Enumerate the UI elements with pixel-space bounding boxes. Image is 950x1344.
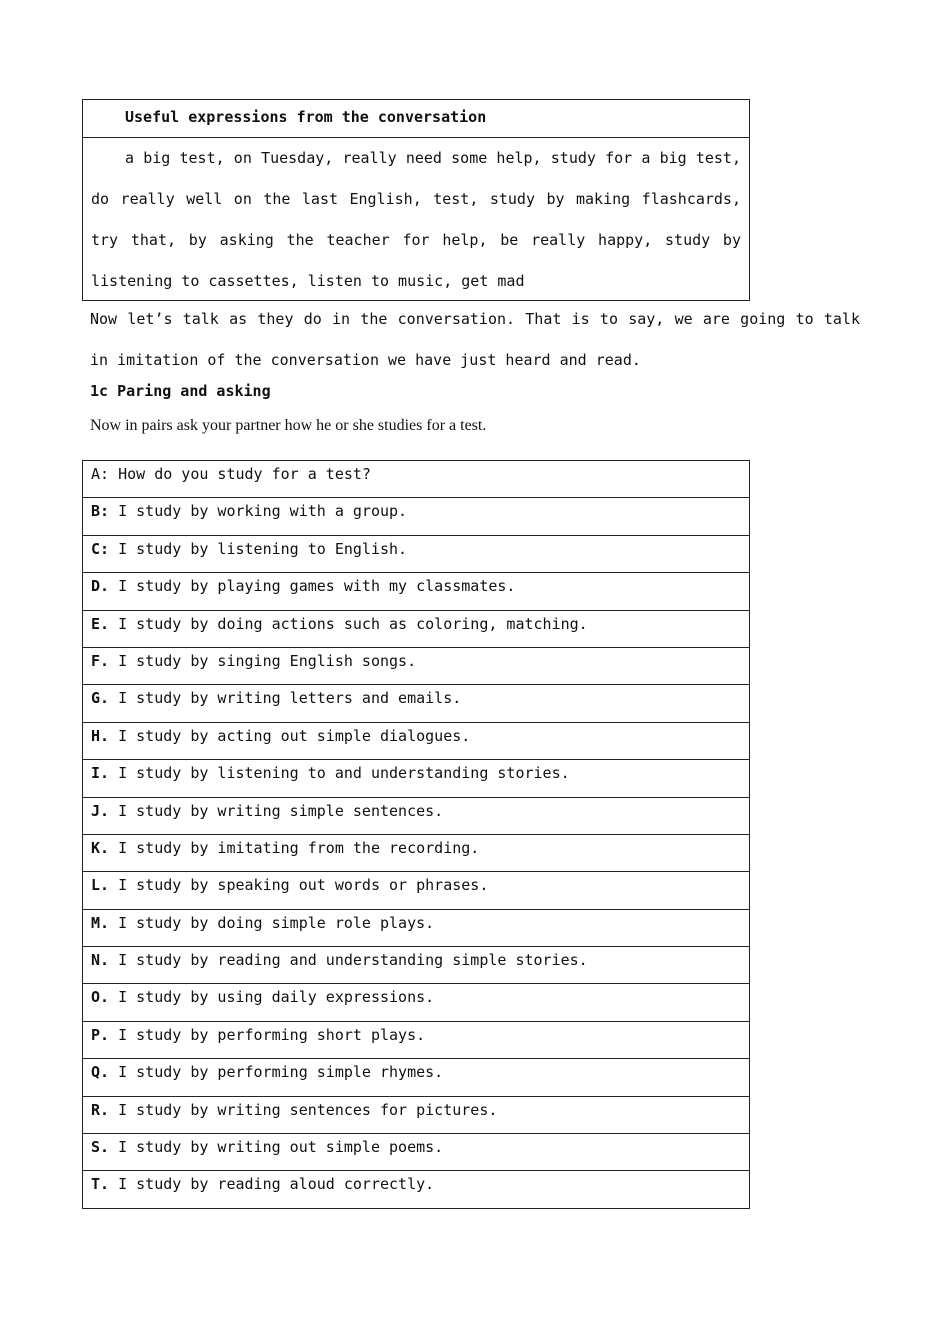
- table-row: [83, 722, 750, 759]
- row-letter: F.: [91, 651, 110, 670]
- row-letter: R.: [91, 1100, 110, 1119]
- row-letter: G.: [91, 689, 110, 708]
- row-letter: P.: [91, 1025, 110, 1044]
- row-letter: E.: [91, 614, 110, 633]
- table-row: [83, 461, 750, 498]
- table-row: [83, 909, 750, 946]
- row-text: I study by performing simple rhymes.: [118, 1063, 444, 1082]
- row-text: I study by listening to English.: [118, 539, 408, 558]
- row-letter: O.: [91, 988, 110, 1007]
- row-text: I study by singing English songs.: [118, 651, 417, 670]
- table-row: [83, 1171, 750, 1208]
- row-text: I study by reading and understanding simple stories.: [118, 951, 588, 970]
- intro-paragraph: Now let’s talk as they do in the conversation. That is to say, we are going to talk in imitation of the conversation we have just heard and read.: [90, 310, 860, 369]
- row-text: I study by doing actions such as coloring, matching.: [118, 614, 588, 633]
- dialogue-table: [82, 460, 750, 1209]
- useful-expressions-text: a big test, on Tuesday, really need some help, study for a big test, do really well on the last English, test, study by making flashcards, try that, by asking the teacher for help, be really happy, study by listening to cassettes, listen to music, get mad: [91, 149, 741, 290]
- table-row: [83, 760, 750, 797]
- row-letter: L.: [91, 876, 110, 895]
- row-text: I study by working with a group.: [118, 502, 408, 521]
- table-row: [83, 1021, 750, 1058]
- row-text: I study by doing simple role plays.: [118, 913, 435, 932]
- section-heading: 1c Paring and asking: [90, 382, 271, 400]
- row-text: I study by writing out simple poems.: [118, 1138, 444, 1157]
- table-row: [83, 685, 750, 722]
- table-row: [83, 610, 750, 647]
- useful-expressions-heading: Useful expressions from the conversation: [83, 100, 749, 138]
- table-row: [83, 573, 750, 610]
- section-instruction: Now in pairs ask your partner how he or she studies for a test.: [90, 417, 487, 434]
- row-text: I study by writing simple sentences.: [118, 801, 444, 820]
- row-letter: A:: [91, 465, 110, 483]
- row-letter: H.: [91, 726, 110, 745]
- table-row: [83, 1134, 750, 1171]
- row-text: I study by writing sentences for pictures.: [118, 1100, 498, 1119]
- row-text: I study by playing games with my classmates.: [118, 577, 516, 596]
- row-text: I study by listening to and understanding stories.: [118, 764, 570, 783]
- table-row: [83, 498, 750, 535]
- row-letter: M.: [91, 913, 110, 932]
- table-row: [83, 834, 750, 871]
- row-letter: S.: [91, 1138, 110, 1157]
- row-text: I study by reading aloud correctly.: [118, 1175, 435, 1194]
- table-row: [83, 1096, 750, 1133]
- row-text: I study by using daily expressions.: [118, 988, 435, 1007]
- row-letter: T.: [91, 1175, 110, 1194]
- row-letter: J.: [91, 801, 110, 820]
- row-text: I study by writing letters and emails.: [118, 689, 462, 708]
- row-letter: D.: [91, 577, 110, 596]
- table-row: [83, 984, 750, 1021]
- row-text: I study by performing short plays.: [118, 1025, 426, 1044]
- row-letter: B:: [91, 502, 110, 521]
- table-row: [83, 872, 750, 909]
- row-text: I study by imitating from the recording.: [118, 838, 480, 857]
- row-text: How do you study for a test?: [118, 465, 371, 483]
- row-letter: I.: [91, 764, 110, 783]
- row-letter: Q.: [91, 1063, 110, 1082]
- row-letter: N.: [91, 951, 110, 970]
- row-letter: C:: [91, 539, 110, 558]
- row-letter: K.: [91, 838, 110, 857]
- table-row: [83, 797, 750, 834]
- row-text: I study by acting out simple dialogues.: [118, 726, 471, 745]
- table-row: [83, 535, 750, 572]
- table-row: [83, 647, 750, 684]
- row-text: I study by speaking out words or phrases.: [118, 876, 489, 895]
- table-row: [83, 947, 750, 984]
- table-row: [83, 1059, 750, 1096]
- useful-expressions-box: [82, 99, 750, 301]
